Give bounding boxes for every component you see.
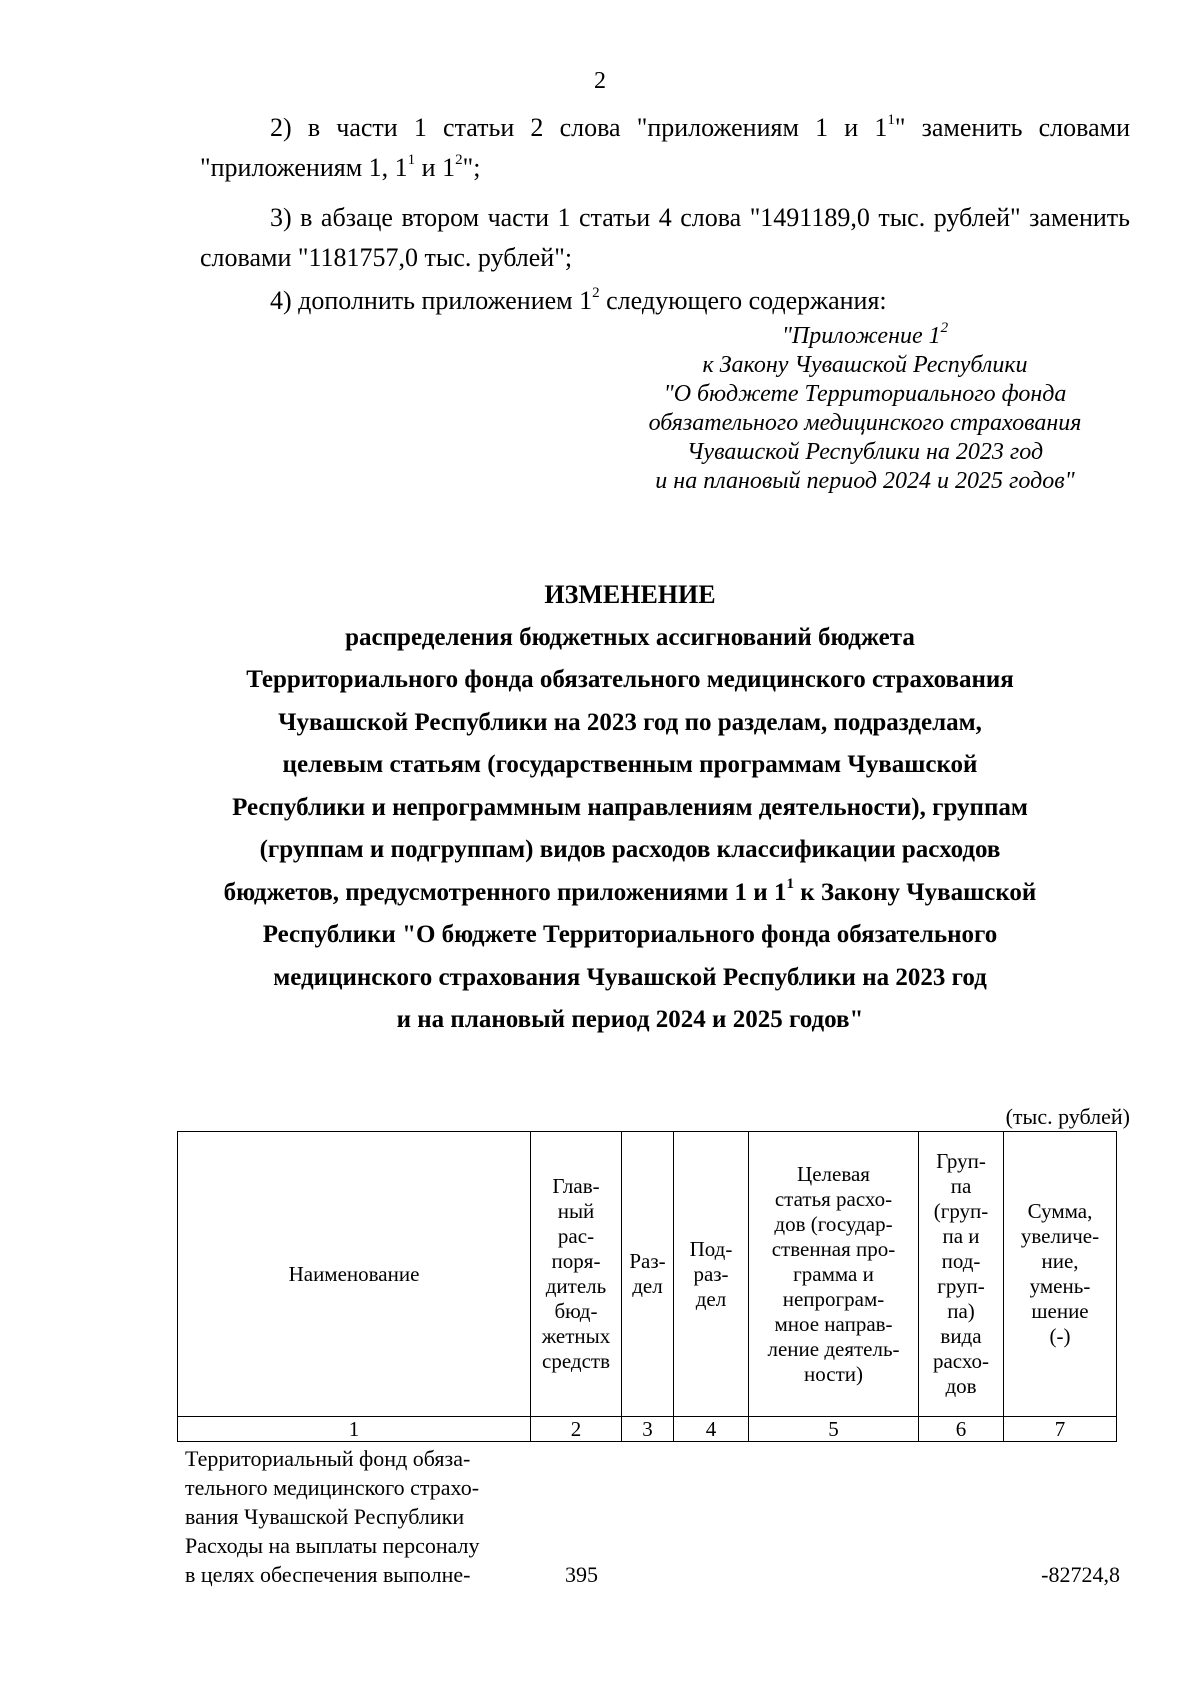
column-number: 3 bbox=[622, 1417, 674, 1442]
row-name-line: Расходы на выплаты персоналу bbox=[185, 1533, 480, 1558]
appendix-line-1-text: "Приложение 1 bbox=[781, 323, 941, 349]
paragraph-2-text-a: 2) в части 1 статьи 2 слова "приложениям 1 и 1 bbox=[270, 113, 888, 142]
header-line: раз- bbox=[693, 1261, 729, 1286]
appendix-line-6: и на плановый период 2024 и 2025 годов" bbox=[655, 468, 1075, 494]
superscript: 2 bbox=[592, 285, 600, 302]
header-admin bbox=[531, 1132, 622, 1417]
header-line: па bbox=[950, 1174, 972, 1198]
document-title bbox=[180, 574, 1080, 1042]
title-line-5: Республики и непрограммным направлениям деятельности), группам bbox=[232, 793, 1028, 821]
superscript: 1 bbox=[786, 876, 794, 893]
header-line: Целевая bbox=[797, 1161, 870, 1186]
appendix-line-5: Чувашской Республики на 2023 год bbox=[686, 439, 1044, 465]
header-line: (груп- bbox=[933, 1199, 989, 1223]
title-line-2: Территориального фонда обязательного медицинского страхования bbox=[246, 666, 1014, 693]
header-line: рас- bbox=[557, 1224, 595, 1248]
header-line: бюд- bbox=[554, 1299, 598, 1323]
row-name bbox=[185, 1444, 533, 1589]
title-line-10: и на плановый период 2024 и 2025 годов" bbox=[396, 1006, 864, 1033]
header-line: шение bbox=[1031, 1299, 1089, 1323]
units-label: (тыс. рублей) bbox=[1005, 1104, 1130, 1129]
header-line: ный bbox=[557, 1199, 595, 1223]
row-name-line: вания Чувашской Республики bbox=[185, 1504, 465, 1529]
superscript: 1 bbox=[887, 112, 895, 129]
row-sum: -82724,8 bbox=[1041, 1562, 1120, 1587]
header-line: ственная про- bbox=[771, 1236, 896, 1261]
title-line-8: Республики "О бюджете Территориального фонда обязательного bbox=[262, 921, 998, 948]
header-line: па) bbox=[947, 1299, 975, 1323]
title-line-7 bbox=[180, 872, 1080, 915]
column-number: 4 bbox=[674, 1417, 749, 1442]
title-line-1: распределения бюджетных ассигнований бюджета bbox=[345, 623, 915, 651]
header-line: Под- bbox=[689, 1236, 733, 1261]
title-line-6: (группам и подгруппам) видов расходов классификации расходов bbox=[259, 836, 1001, 863]
title-line-4: целевым статьям (государственным программам Чувашской bbox=[282, 751, 978, 778]
header-section bbox=[622, 1132, 674, 1417]
header-line: Глав- bbox=[552, 1174, 600, 1198]
title-line-7-b: к Закону Чувашской bbox=[793, 878, 1037, 906]
paragraph-2-text-d: "; bbox=[462, 153, 481, 182]
header-line: дитель bbox=[545, 1274, 607, 1298]
header-line: грамма и bbox=[793, 1261, 874, 1286]
paragraph-3 bbox=[200, 198, 1130, 278]
header-line: дов (государ- bbox=[774, 1211, 893, 1236]
paragraph-2-text-b: " заменить словами "приложениям 1, 1 bbox=[200, 113, 1130, 182]
header-line: вида bbox=[940, 1324, 982, 1348]
header-line: Сумма, bbox=[1027, 1199, 1093, 1223]
header-name: Наименование bbox=[178, 1132, 531, 1417]
header-line: мное направ- bbox=[774, 1311, 893, 1336]
header-line: средств bbox=[542, 1349, 610, 1373]
header-line: дел bbox=[632, 1274, 663, 1298]
header-line: под- bbox=[941, 1249, 981, 1273]
table-number-row bbox=[178, 1417, 1117, 1442]
header-line: статья расхо- bbox=[774, 1186, 893, 1211]
superscript: 2 bbox=[940, 320, 949, 336]
page-number: 2 bbox=[594, 68, 606, 94]
header-line: непрограм- bbox=[782, 1286, 885, 1311]
header-line: Раз- bbox=[629, 1249, 666, 1273]
header-target bbox=[749, 1132, 919, 1417]
row-name-line: Территориальный фонд обяза- bbox=[185, 1446, 471, 1471]
title-line-9: медицинского страхования Чувашской Республики на 2023 год bbox=[273, 963, 987, 991]
paragraph-4-text-b: следующего содержания: bbox=[599, 286, 887, 315]
appendix-line-1 bbox=[600, 322, 1130, 351]
appendix-line-4: обязательного медицинского страхования bbox=[648, 410, 1082, 436]
title-main: ИЗМЕНЕНИЕ bbox=[544, 580, 716, 609]
paragraph-2 bbox=[200, 108, 1130, 188]
appendix-line-3: "О бюджете Территориального фонда bbox=[663, 381, 1067, 407]
paragraph-2-text-c: и 1 bbox=[415, 153, 456, 182]
header-line: ности) bbox=[804, 1361, 863, 1386]
paragraph-4-text-a: 4) дополнить приложением 1 bbox=[270, 286, 593, 315]
header-line: поря- bbox=[551, 1249, 601, 1273]
header-subsection bbox=[674, 1132, 749, 1417]
title-line-3: Чувашской Республики на 2023 год по разделам, подразделам, bbox=[278, 708, 982, 736]
column-number: 5 bbox=[749, 1417, 919, 1442]
table-header-row bbox=[178, 1132, 1117, 1417]
header-line: груп- bbox=[937, 1274, 985, 1298]
header-line: расхо- bbox=[932, 1349, 990, 1373]
appendix-line-2: к Закону Чувашской Республики bbox=[702, 352, 1028, 378]
header-line: па и bbox=[942, 1224, 980, 1248]
header-line: дел bbox=[695, 1286, 727, 1311]
superscript: 2 bbox=[455, 152, 463, 169]
column-number: 1 bbox=[178, 1417, 531, 1442]
column-number: 2 bbox=[531, 1417, 622, 1442]
header-line: умень- bbox=[1029, 1274, 1091, 1298]
header-line: дов bbox=[945, 1374, 977, 1398]
header-line: (-) bbox=[1049, 1324, 1071, 1348]
paragraph-3-text: 3) в абзаце втором части 1 статьи 4 слова "1491189,0 тыс. рублей" заменить словами "1181757,0 тыс. рублей"; bbox=[200, 203, 1130, 272]
header-line: жетных bbox=[541, 1324, 611, 1348]
column-number: 7 bbox=[1004, 1417, 1117, 1442]
title-line-7-a: бюджетов, предусмотренного приложениями 1 и 1 bbox=[223, 878, 787, 906]
header-sum bbox=[1004, 1132, 1117, 1417]
header-line: увеличе- bbox=[1020, 1224, 1100, 1248]
budget-table bbox=[177, 1131, 1117, 1442]
row-name-line: в целях обеспечения выполне- bbox=[185, 1562, 471, 1587]
column-number: 6 bbox=[919, 1417, 1004, 1442]
header-line: Груп- bbox=[936, 1149, 986, 1173]
appendix-header bbox=[600, 322, 1130, 496]
superscript: 1 bbox=[407, 152, 416, 169]
row-name-line: тельного медицинского страхо- bbox=[185, 1475, 480, 1500]
header-line: ние, bbox=[1041, 1249, 1079, 1273]
paragraph-4 bbox=[200, 281, 1130, 321]
header-group bbox=[919, 1132, 1004, 1417]
header-line: ление деятель- bbox=[767, 1336, 900, 1361]
row-admin-code: 395 bbox=[565, 1562, 598, 1587]
